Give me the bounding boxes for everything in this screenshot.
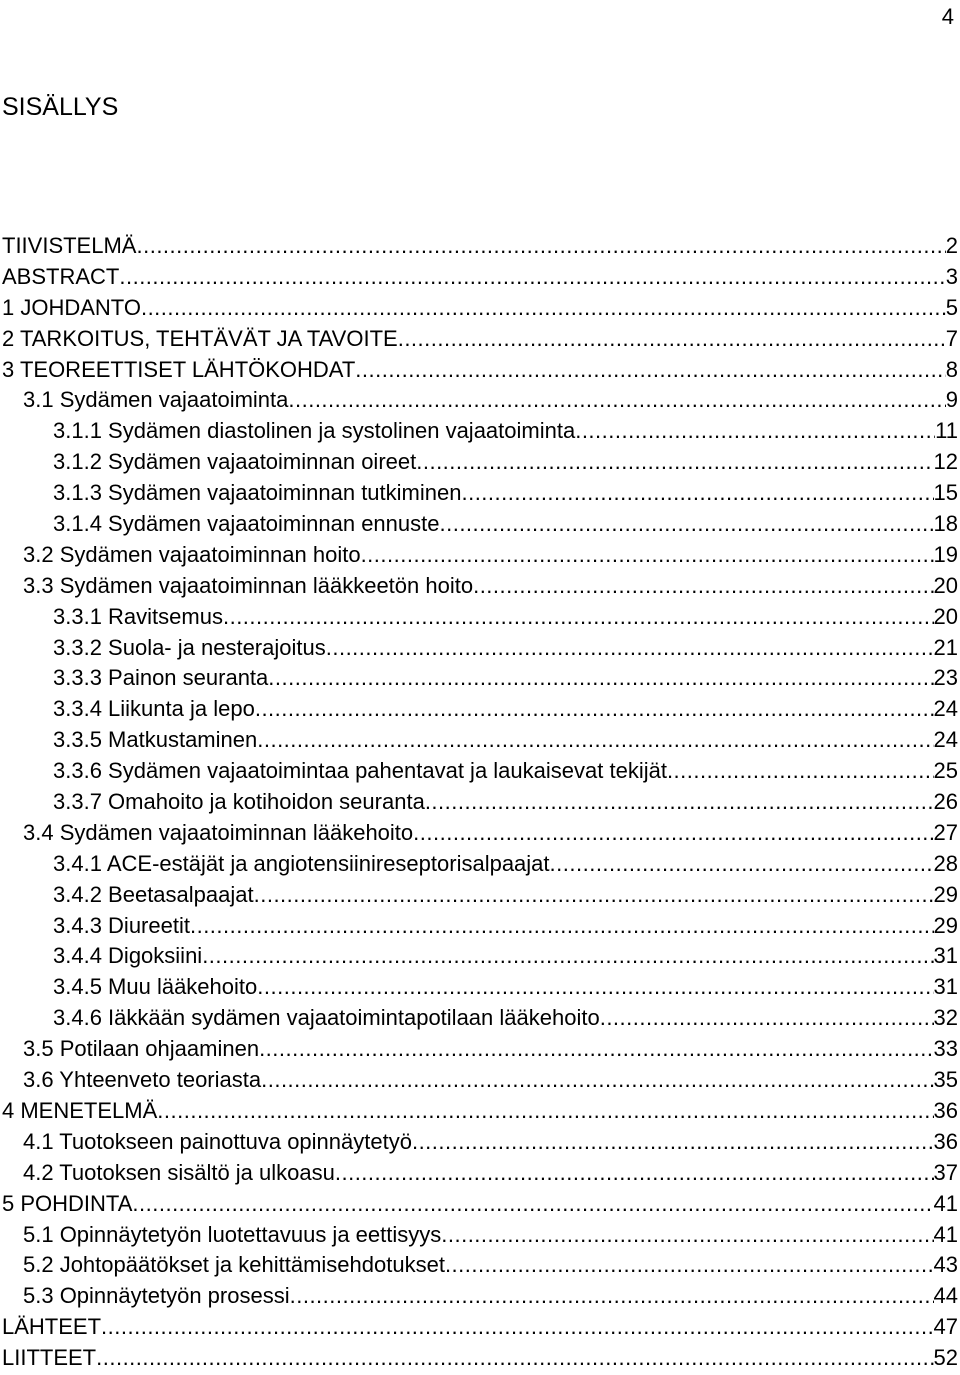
dot-leader bbox=[132, 1189, 933, 1219]
toc-entry-page: 20 bbox=[933, 603, 958, 629]
toc-entry-title: LÄHTEET bbox=[2, 1314, 102, 1340]
dot-leader bbox=[223, 602, 934, 632]
toc-entry-page: 32 bbox=[933, 1005, 958, 1031]
dot-leader bbox=[96, 1343, 933, 1373]
toc-entry[interactable] bbox=[0, 756, 958, 787]
toc-entry-page: 27 bbox=[933, 819, 958, 845]
toc-entry[interactable] bbox=[0, 1189, 958, 1220]
dot-leader bbox=[416, 447, 933, 477]
toc-entry-title: 3.4.6 Iäkkään sydämen vajaatoimintapotilaan lääkehoito bbox=[53, 1005, 600, 1031]
dot-leader bbox=[254, 880, 934, 910]
toc-entry-title: 3.1.3 Sydämen vajaatoiminnan tutkiminen bbox=[53, 480, 462, 506]
dot-leader bbox=[335, 1158, 934, 1188]
dot-leader bbox=[361, 540, 934, 570]
toc-entry[interactable] bbox=[0, 694, 958, 725]
toc-entry-page: 36 bbox=[933, 1128, 958, 1154]
toc-entry[interactable] bbox=[0, 911, 958, 942]
toc-entry-title: 5.1 Opinnäytetyön luotettavuus ja eettisyys bbox=[23, 1221, 442, 1247]
toc-entry[interactable] bbox=[0, 1096, 958, 1127]
toc-entry-title: 3 TEOREETTISET LÄHTÖKOHDAT bbox=[2, 356, 356, 382]
toc-entry-page: 2 bbox=[945, 233, 958, 258]
toc-entry-page: 20 bbox=[933, 572, 958, 598]
toc-entry-title: ABSTRACT bbox=[2, 263, 120, 289]
toc-entry-title: 3.3.4 Liikunta ja lepo bbox=[53, 696, 255, 722]
toc-entry[interactable] bbox=[0, 324, 958, 355]
toc-entry-page: 33 bbox=[933, 1036, 958, 1062]
toc-entry-page: 29 bbox=[933, 881, 958, 907]
toc-entry[interactable] bbox=[0, 880, 958, 911]
toc-entry-page: 12 bbox=[933, 449, 958, 475]
dot-leader bbox=[413, 818, 933, 848]
dot-leader bbox=[261, 1065, 933, 1095]
dot-leader bbox=[257, 972, 933, 1002]
toc-entry-page: 52 bbox=[933, 1345, 958, 1371]
dot-leader bbox=[141, 293, 946, 323]
dot-leader bbox=[550, 849, 934, 879]
toc-entry[interactable] bbox=[0, 509, 958, 540]
dot-leader bbox=[290, 1281, 934, 1311]
dot-leader bbox=[255, 694, 934, 724]
dot-leader bbox=[461, 478, 933, 508]
toc-entry[interactable] bbox=[0, 941, 958, 972]
toc-entry[interactable] bbox=[0, 447, 958, 478]
toc-entry-page: 11 bbox=[935, 418, 958, 444]
toc-entry[interactable] bbox=[0, 818, 958, 849]
toc-entry-title: 3.3.1 Ravitsemus bbox=[53, 603, 223, 629]
dot-leader bbox=[136, 231, 945, 261]
toc-entry[interactable] bbox=[0, 1343, 958, 1374]
toc-entry-title: 3.1.2 Sydämen vajaatoiminnan oireet bbox=[53, 449, 417, 475]
toc-entry[interactable] bbox=[0, 1250, 958, 1281]
dot-leader bbox=[425, 787, 934, 817]
table-of-contents bbox=[0, 231, 958, 1374]
toc-entry-title: 3.3.2 Suola- ja nesterajoitus bbox=[53, 634, 326, 660]
toc-entry-page: 25 bbox=[933, 758, 958, 784]
toc-entry-page: 3 bbox=[945, 263, 958, 289]
toc-entry-page: 21 bbox=[933, 634, 958, 660]
toc-entry-page: 26 bbox=[933, 789, 958, 815]
toc-entry[interactable] bbox=[0, 540, 958, 571]
toc-entry[interactable] bbox=[0, 787, 958, 818]
dot-leader bbox=[398, 324, 946, 354]
dot-leader bbox=[119, 262, 945, 292]
toc-entry-page: 37 bbox=[933, 1159, 958, 1185]
toc-entry[interactable] bbox=[0, 602, 958, 633]
toc-entry-page: 31 bbox=[933, 974, 958, 1000]
dot-leader bbox=[667, 756, 934, 786]
toc-entry[interactable] bbox=[0, 293, 958, 324]
toc-entry[interactable] bbox=[0, 478, 958, 509]
toc-entry[interactable] bbox=[0, 355, 958, 386]
toc-entry-page: 36 bbox=[933, 1097, 958, 1123]
toc-entry-page: 28 bbox=[933, 850, 958, 876]
toc-entry-title: TIIVISTELMÄ bbox=[2, 233, 137, 258]
toc-entry[interactable] bbox=[0, 1312, 958, 1343]
toc-entry-title: 5.2 Johtopäätökset ja kehittämisehdotukset bbox=[23, 1252, 445, 1278]
toc-entry[interactable] bbox=[0, 849, 958, 880]
toc-entry-page: 41 bbox=[933, 1190, 958, 1216]
toc-entry-page: 43 bbox=[933, 1252, 958, 1278]
toc-entry-page: 29 bbox=[933, 912, 958, 938]
toc-entry-page: 7 bbox=[945, 325, 958, 351]
toc-entry-page: 5 bbox=[945, 294, 958, 320]
toc-entry-title: 3.1.4 Sydämen vajaatoiminnan ennuste bbox=[53, 511, 440, 537]
toc-entry[interactable] bbox=[0, 385, 958, 416]
toc-entry-title: 3.4.2 Beetasalpaajat bbox=[53, 881, 254, 907]
toc-entry-title: 3.2 Sydämen vajaatoiminnan hoito bbox=[23, 541, 361, 567]
toc-entry[interactable] bbox=[0, 571, 958, 602]
toc-entry[interactable] bbox=[0, 1158, 958, 1189]
toc-entry-title: 3.3.6 Sydämen vajaatoimintaa pahentavat ja laukaisevat tekijät bbox=[53, 758, 667, 784]
toc-entry[interactable] bbox=[0, 1003, 958, 1034]
dot-leader bbox=[268, 663, 933, 693]
dot-leader bbox=[473, 571, 933, 601]
toc-entry-title: 3.1.1 Sydämen diastolinen ja systolinen vajaatoiminta bbox=[53, 418, 576, 444]
toc-entry-page: 31 bbox=[933, 943, 958, 969]
toc-entry[interactable] bbox=[0, 231, 958, 262]
toc-entry[interactable] bbox=[0, 1065, 958, 1096]
toc-entry[interactable] bbox=[0, 633, 958, 664]
toc-entry-page: 24 bbox=[933, 696, 958, 722]
toc-entry-title: 3.3.5 Matkustaminen bbox=[53, 727, 258, 753]
toc-entry[interactable] bbox=[0, 1034, 958, 1065]
toc-entry-page: 9 bbox=[945, 387, 958, 413]
toc-entry-title: 4 MENETELMÄ bbox=[2, 1097, 158, 1123]
dot-leader bbox=[575, 416, 935, 446]
toc-entry[interactable] bbox=[0, 1220, 958, 1251]
toc-entry-title: 5 POHDINTA bbox=[2, 1190, 133, 1216]
page-number: 4 bbox=[941, 4, 954, 29]
dot-leader bbox=[157, 1096, 933, 1126]
toc-entry-title: 3.1 Sydämen vajaatoiminta bbox=[23, 387, 289, 413]
toc-entry[interactable] bbox=[0, 972, 958, 1003]
dot-leader bbox=[202, 941, 933, 971]
toc-entry-title: 3.4.4 Digoksiini bbox=[53, 943, 203, 969]
dot-leader bbox=[190, 911, 934, 941]
dot-leader bbox=[259, 1034, 933, 1064]
toc-entry[interactable] bbox=[0, 663, 958, 694]
dot-leader bbox=[412, 1127, 934, 1157]
dot-leader bbox=[600, 1003, 934, 1033]
toc-entry-page: 19 bbox=[933, 541, 958, 567]
toc-entry-title: 2 TARKOITUS, TEHTÄVÄT JA TAVOITE bbox=[2, 325, 398, 351]
toc-entry-title: 3.3 Sydämen vajaatoiminnan lääkkeetön hoito bbox=[23, 572, 474, 598]
toc-entry-title: LIITTEET bbox=[2, 1345, 97, 1371]
dot-leader bbox=[439, 509, 933, 539]
toc-entry-page: 23 bbox=[933, 665, 958, 691]
toc-entry-page: 35 bbox=[933, 1067, 958, 1093]
toc-entry[interactable] bbox=[0, 416, 958, 447]
toc-entry-title: 5.3 Opinnäytetyön prosessi bbox=[23, 1283, 290, 1309]
dot-leader bbox=[257, 725, 933, 755]
toc-entry[interactable] bbox=[0, 1127, 958, 1158]
toc-entry[interactable] bbox=[0, 725, 958, 756]
toc-entry-title: 3.4.3 Diureetit bbox=[53, 912, 190, 938]
toc-heading: SISÄLLYS bbox=[2, 93, 119, 121]
toc-entry-page: 47 bbox=[933, 1314, 958, 1340]
toc-entry-page: 15 bbox=[933, 480, 958, 506]
toc-entry-title: 1 JOHDANTO bbox=[2, 294, 141, 320]
toc-entry-title: 3.3.3 Painon seuranta bbox=[53, 665, 269, 691]
toc-entry-page: 24 bbox=[933, 727, 958, 753]
toc-entry-title: 3.4.5 Muu lääkehoito bbox=[53, 974, 258, 1000]
toc-entry-page: 18 bbox=[933, 511, 958, 537]
toc-entry-title: 4.2 Tuotoksen sisältö ja ulkoasu bbox=[23, 1159, 335, 1185]
dot-leader bbox=[445, 1250, 934, 1280]
toc-entry[interactable] bbox=[0, 1281, 958, 1312]
dot-leader bbox=[441, 1220, 933, 1250]
toc-entry-page: 8 bbox=[945, 356, 958, 382]
toc-entry-page: 41 bbox=[933, 1221, 958, 1247]
toc-entry-title: 4.1 Tuotokseen painottuva opinnäytetyö bbox=[23, 1128, 412, 1154]
toc-entry-title: 3.3.7 Omahoito ja kotihoidon seuranta bbox=[53, 789, 425, 815]
toc-entry-title: 3.5 Potilaan ohjaaminen bbox=[23, 1036, 260, 1062]
toc-entry-title: 3.6 Yhteenveto teoriasta bbox=[23, 1067, 262, 1093]
dot-leader bbox=[288, 385, 945, 415]
toc-entry-page: 44 bbox=[933, 1283, 958, 1309]
dot-leader bbox=[355, 355, 945, 385]
toc-entry-title: 3.4.1 ACE-estäjät ja angiotensiinireseptorisalpaajat bbox=[53, 850, 550, 876]
toc-entry[interactable] bbox=[0, 262, 958, 293]
dot-leader bbox=[101, 1312, 933, 1342]
dot-leader bbox=[326, 633, 934, 663]
toc-entry-title: 3.4 Sydämen vajaatoiminnan lääkehoito bbox=[23, 819, 414, 845]
